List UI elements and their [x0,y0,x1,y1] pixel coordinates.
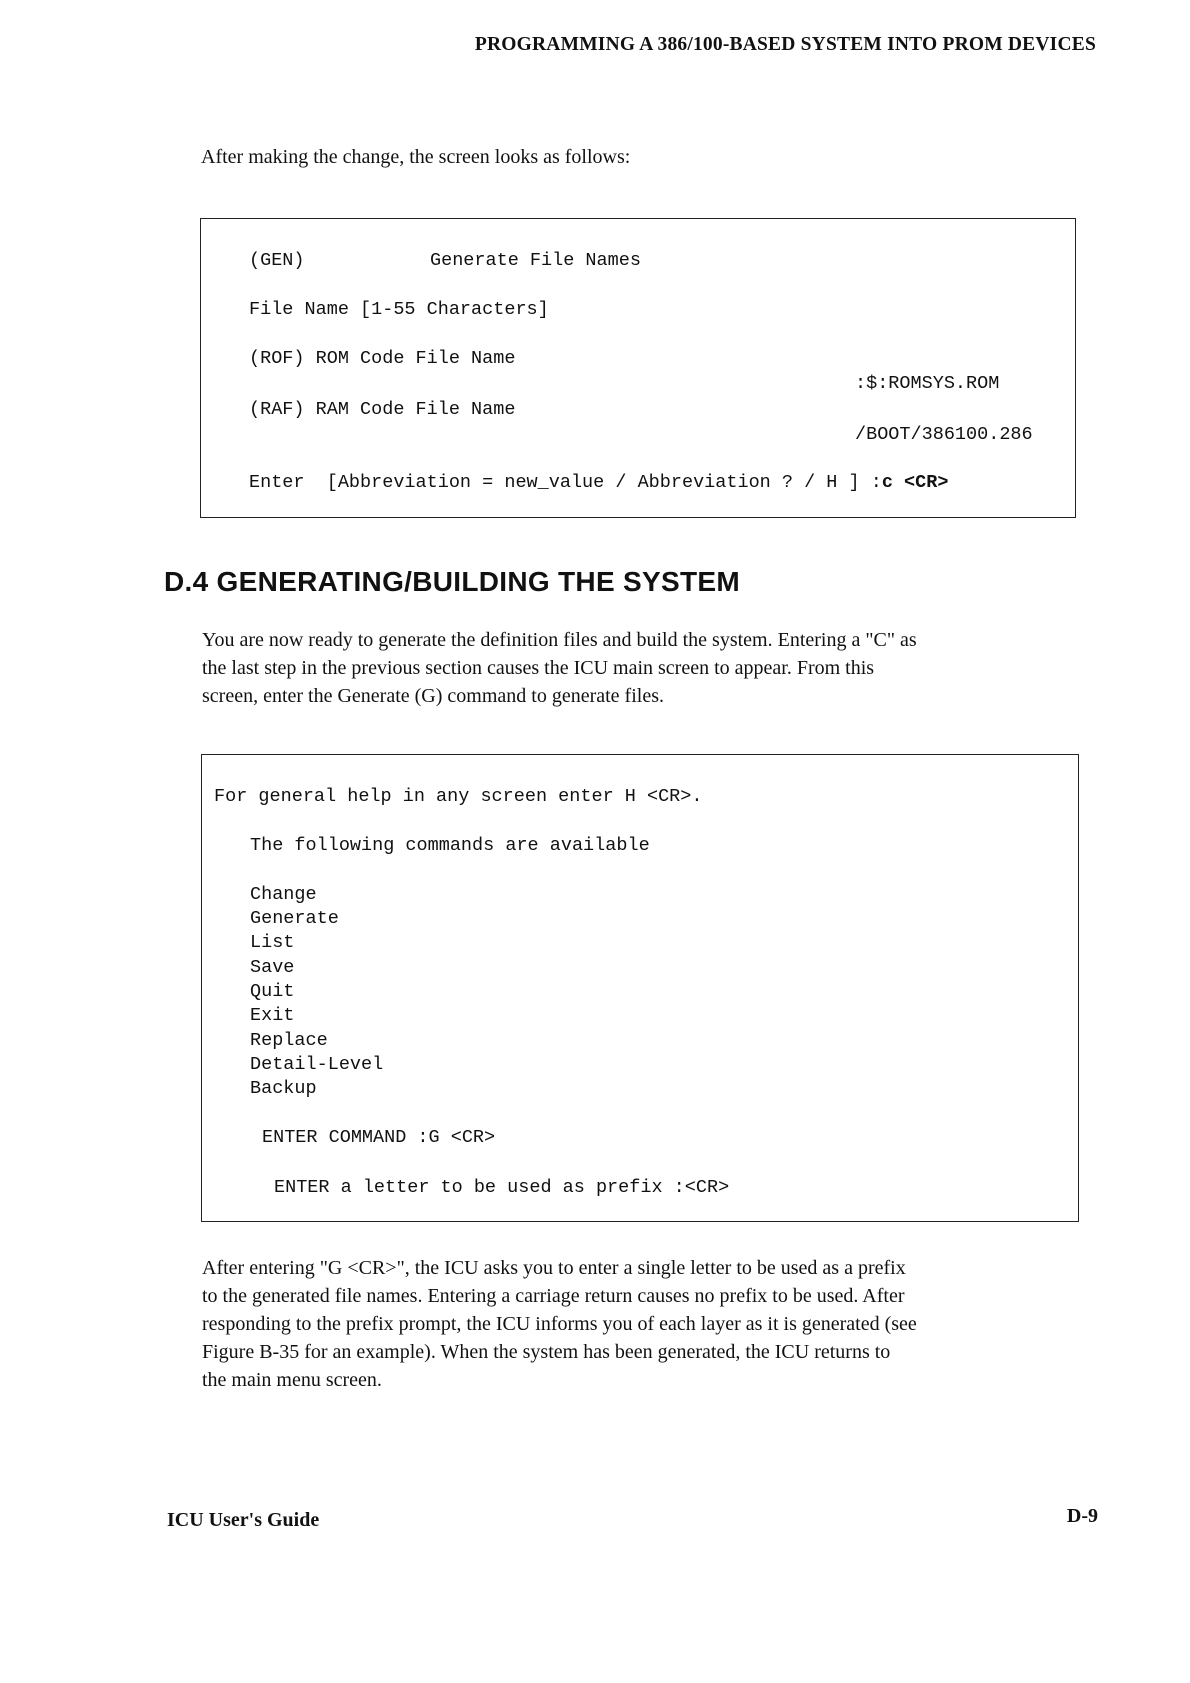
raf-label: (RAF) RAM Code File Name [249,399,516,420]
abbreviation-prompt [249,474,948,493]
rof-value: :$:ROMSYS.ROM [855,373,1000,394]
paragraph-line: Figure B-35 for an example). When the system has been generated, the ICU returns to [202,1341,891,1363]
command-item: Quit [250,981,295,1002]
enter-command-line: ENTER COMMAND :G <CR> [262,1127,496,1148]
paragraph-line: screen, enter the Generate (G) command to generate files. [202,685,664,707]
screen-code: (GEN) [249,250,305,271]
paragraph-generate-intro [202,626,1082,710]
main-screen-box [201,754,1079,1222]
paragraph-line: the main menu screen. [202,1369,382,1391]
paragraph-line: the last step in the previous section causes the ICU main screen to appear. From this [202,657,875,679]
command-item: Change [250,884,317,905]
enter-prefix-line: ENTER a letter to be used as prefix :<CR> [274,1177,730,1198]
paragraph-prefix-explanation [202,1254,1082,1394]
prompt-text: Enter [Abbreviation = new_value / Abbreviation ? / H ] : [249,472,882,493]
command-item: Save [250,957,295,978]
prompt-input: c <CR> [881,472,949,493]
paragraph-line: to the generated file names. Entering a carriage return causes no prefix to be used. After [202,1285,905,1307]
footer-guide-title: ICU User's Guide [167,1509,320,1531]
paragraph-line: responding to the prefix prompt, the ICU informs you of each layer as it is generated (see [202,1313,917,1335]
file-name-subtitle: File Name [1-55 Characters] [249,299,549,320]
commands-heading: The following commands are available [250,835,650,856]
gen-screen-box [200,218,1076,518]
footer-page-number: D-9 [1066,1505,1098,1527]
help-line: For general help in any screen enter H <CR>. [214,786,703,807]
command-item: Backup [250,1078,317,1099]
paragraph-line: You are now ready to generate the definition files and build the system. Entering a "C" as [202,629,917,651]
section-heading: D.4 GENERATING/BUILDING THE SYSTEM [164,566,740,597]
screen-title: Generate File Names [430,250,641,271]
rof-label: (ROF) ROM Code File Name [249,348,516,369]
paragraph-line: After entering "G <CR>", the ICU asks you to enter a single letter to be used as a prefix [202,1257,906,1279]
command-item: List [250,932,295,953]
command-item: Detail-Level [250,1054,384,1075]
command-item: Generate [250,908,339,929]
command-item: Exit [250,1005,295,1026]
command-item: Replace [250,1030,328,1051]
running-header: PROGRAMMING A 386/100-BASED SYSTEM INTO PROM DEVICES [474,34,1096,55]
raf-value: /BOOT/386100.286 [855,424,1033,445]
intro-text: After making the change, the screen looks as follows: [201,146,631,168]
